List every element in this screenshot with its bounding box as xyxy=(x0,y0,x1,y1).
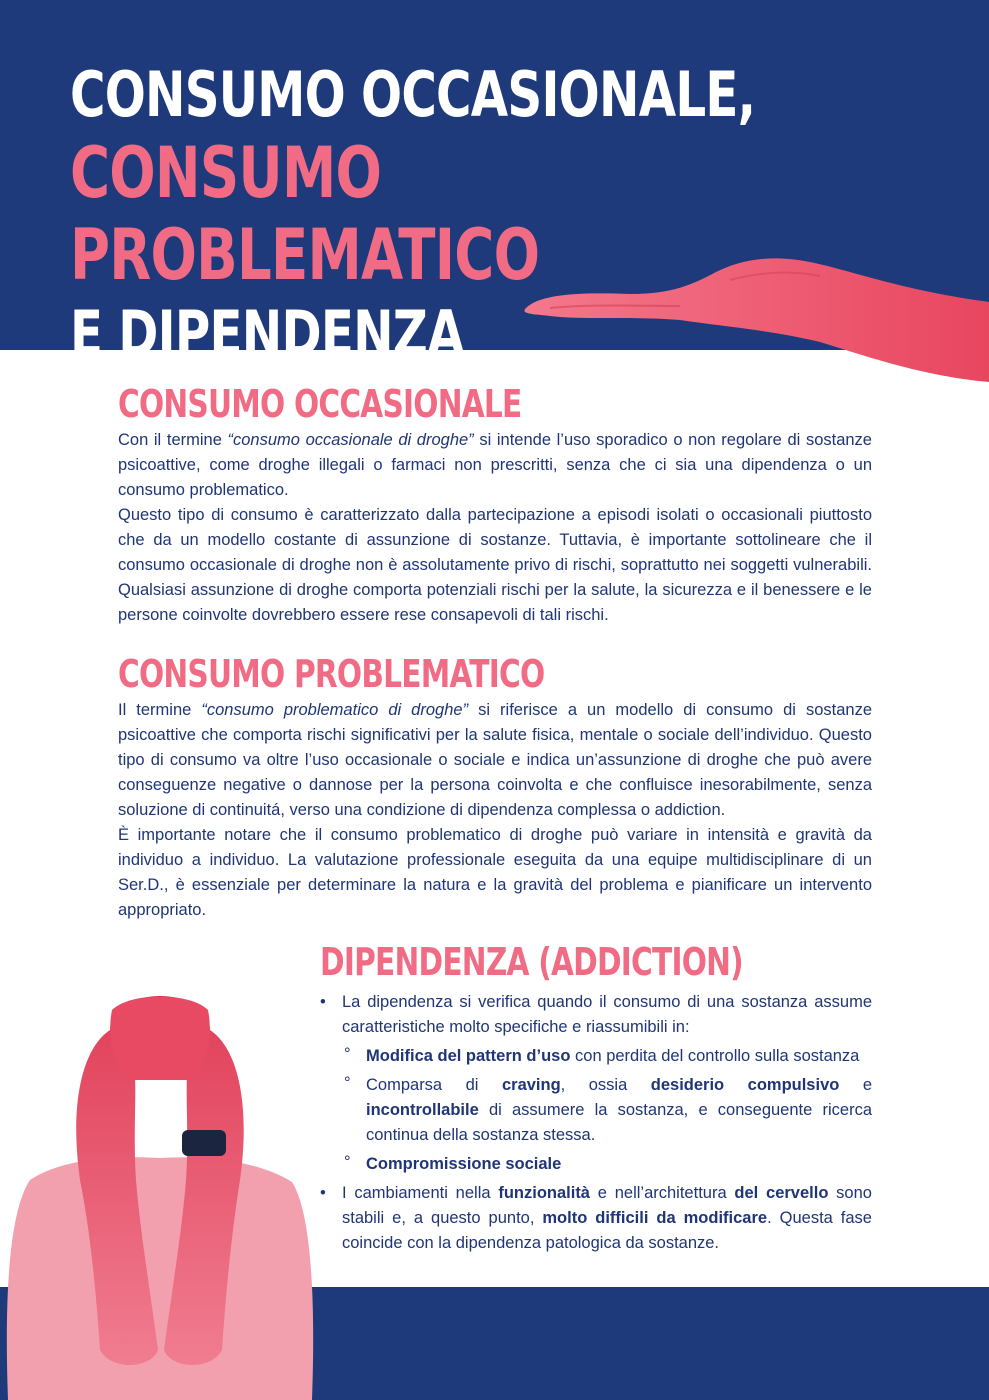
section-consumo-problematico xyxy=(118,652,872,923)
list-item: ° Compromissione sociale xyxy=(342,1152,872,1177)
paragraph: Il termine “consumo problematico di droghe” si riferisce a un modello di consumo di sostanze psicoattive che comporta rischi significativi per la salute fisica, mentale o sociale dell’individuo. Questo tipo di consumo va oltre l’uso occasionale o sociale e indica un’assunzione di droghe che può avere conseguenze negative o dannose per la persona coinvolta e che confluisce inesorabilmente, senza soluzione di continuitá, verso una condizione di dipendenza complessa o addiction. xyxy=(118,701,872,819)
title-line-2: CONSUMO PROBLEMATICO xyxy=(70,132,540,296)
italic-term: “consumo occasionale di droghe” xyxy=(227,431,474,449)
list-item: • I cambiamenti nella funzionalità e nell’architettura del cervello sono stabili e, a questo punto, molto difficili da modificare. Questa fase coincide con la dipendenza patologica da sostanze. xyxy=(320,1181,872,1256)
paragraph: Questo tipo di consumo è caratterizzato dalla partecipazione a episodi isolati o occasionali piuttosto che da un modello costante di assunzione di sostanze. Tuttavia, è importante sottolineare che il consumo occasionale di droghe non è assolutamente privo di rischi, soprattutto nei soggetti vulnerabili. Qualsiasi assunzione di droghe comporta potenziali rischi per la salute, la sicurezza e il benessere e le persone coinvolte dovrebbero essere rese consapevoli di tali rischi. xyxy=(118,506,872,624)
section-title: DIPENDENZA (ADDICTION) xyxy=(320,940,743,984)
list-item: ° Comparsa di craving, ossia desiderio compulsivo e incontrollabile di assumere la sostanza, e conseguente ricerca continua della sostanza stessa. xyxy=(342,1073,872,1148)
title-line-1: CONSUMO OCCASIONALE, xyxy=(70,58,756,131)
distressed-person-illustration xyxy=(0,990,320,1400)
italic-term: “consumo problematico di droghe” xyxy=(201,701,469,719)
section-title: CONSUMO PROBLEMATICO xyxy=(118,652,545,696)
section-title: CONSUMO OCCASIONALE xyxy=(118,382,522,426)
bullet-list xyxy=(320,990,872,1256)
title-line-3: E DIPENDENZA xyxy=(70,297,464,370)
sub-list xyxy=(342,1044,872,1177)
list-item: • La dipendenza si verifica quando il consumo di una sostanza assume caratteristiche molto specifiche e riassumibili in: ° Modifica del pattern d’uso con perdita del controllo sulla sostanza ° Comparsa di craving, ossia desiderio compulsivo e incontrollabile di assumere la sostanza, e conseguente ricerca continua della sostanza stessa. ° Compromissione sociale xyxy=(320,990,872,1177)
open-hand-illustration xyxy=(520,250,989,390)
paragraph: Con il termine “consumo occasionale di droghe” si intende l’uso sporadico o non regolare di sostanze psicoattive, come droghe illegali o farmaci non prescritti, senza che ci sia una dipendenza o un consumo problematico. xyxy=(118,431,872,499)
section-dipendenza xyxy=(320,940,872,1260)
list-item: ° Modifica del pattern d’uso con perdita del controllo sulla sostanza xyxy=(342,1044,872,1069)
section-consumo-occasionale xyxy=(118,382,872,628)
paragraph: È importante notare che il consumo problematico di droghe può variare in intensità e gravità da individuo a individuo. La valutazione professionale eseguita da una equipe multidisciplinare di un Ser.D., è essenziale per determinare la natura e la gravità del problema e pianificare un intervento appropriato. xyxy=(118,826,872,919)
